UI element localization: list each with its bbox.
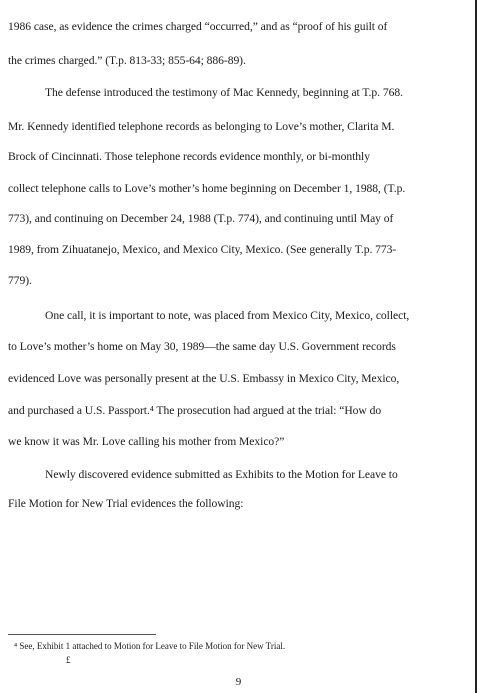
body-line: Newly discovered evidence submitted as Exhibits to the Motion for Leave to <box>45 468 398 481</box>
body-line: 779). <box>8 274 32 287</box>
body-line: One call, it is important to note, was placed from Mexico City, Mexico, collect, <box>45 309 410 322</box>
body-line: and purchased a U.S. Passport.⁴ The prosecution had argued at the trial: “How do <box>8 404 382 417</box>
body-line: The defense introduced the testimony of Mac Kennedy, beginning at T.p. 768. <box>45 86 403 99</box>
body-line: Brock of Cincinnati. Those telephone records evidence monthly, or bi-monthly <box>8 150 370 163</box>
body-line: 1989, from Zihuatanejo, Mexico, and Mexico City, Mexico. (See generally T.p. 773- <box>8 243 397 256</box>
body-line: the crimes charged.” (T.p. 813-33; 855-64; 886-89). <box>8 54 246 67</box>
footnote: ⁴ See, Exhibit 1 attached to Motion for Leave to File Motion for New Trial. <box>14 641 286 651</box>
page-number: 9 <box>235 676 242 688</box>
body-line: Mr. Kennedy identified telephone records as belonging to Love’s mother, Clarita M. <box>8 120 395 133</box>
body-line: evidenced Love was personally present at the U.S. Embassy in Mexico City, Mexico, <box>8 372 400 385</box>
body-line: 1986 case, as evidence the crimes charged “occurred,” and as “proof of his guilt of <box>8 20 388 33</box>
body-line: to Love’s mother’s home on May 30, 1989—the same day U.S. Government records <box>8 340 396 353</box>
body-line: we know it was Mr. Love calling his mother from Mexico?” <box>8 435 285 448</box>
body-line: 773), and continuing on December 24, 1988 (T.p. 774), and continuing until May of <box>8 212 394 225</box>
footnote-rule <box>8 634 156 635</box>
body-line: collect telephone calls to Love’s mother’s home beginning on December 1, 1988, (T.p. <box>8 182 406 195</box>
footnote-mark: £ <box>66 655 71 665</box>
body-line: File Motion for New Trial evidences the following: <box>8 497 244 510</box>
